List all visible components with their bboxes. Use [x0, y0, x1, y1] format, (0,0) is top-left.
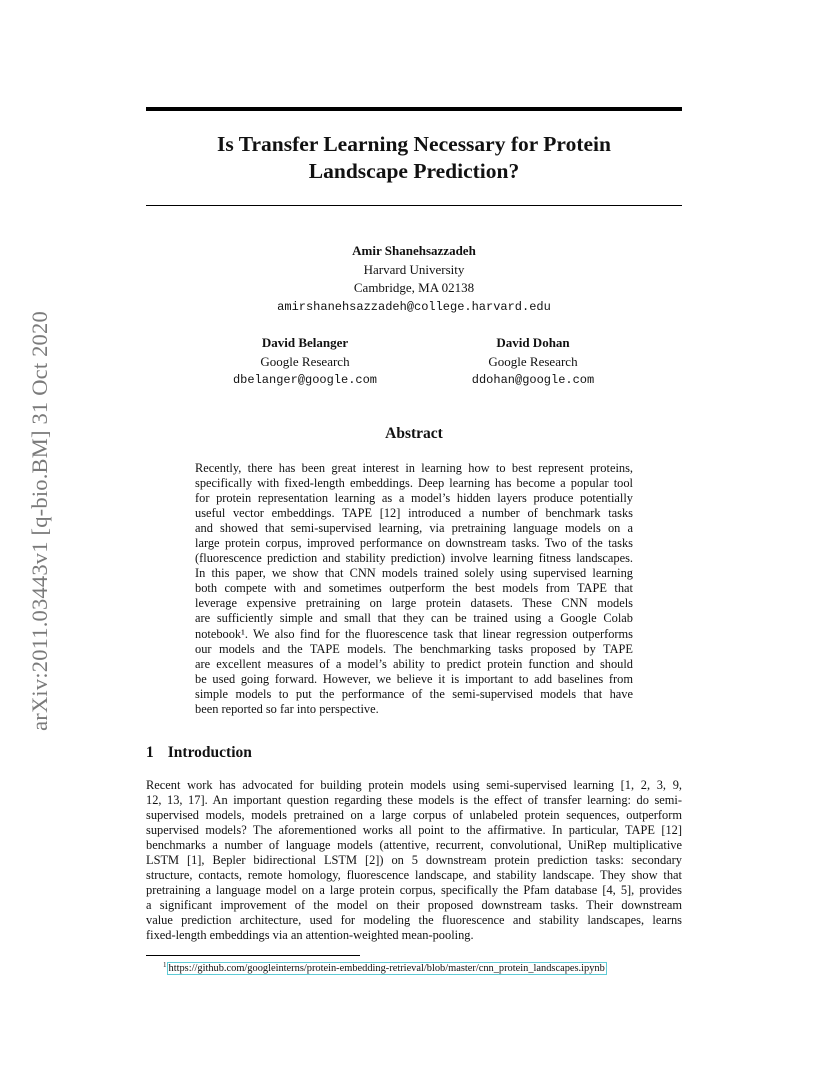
author-affiliation: Google Research: [260, 353, 350, 369]
abstract-line: Recently, there has been great interest in learning how to best represent proteins,: [195, 461, 633, 475]
intro-line: value prediction architecture, used for modeling the fluorescence and stability landscapes, learns: [146, 913, 682, 928]
footnote: [163, 958, 607, 976]
section-title: Introduction: [167, 744, 252, 761]
intro-line: supervised models? The aforementioned works all point to the affirmative. In particular, TAPE [12]: [146, 823, 682, 838]
title-top-rule: [146, 107, 682, 111]
title-line-2: Landscape Prediction?: [308, 159, 520, 183]
title-line-1: Is Transfer Learning Necessary for Protein: [217, 132, 611, 156]
footnote-rule: [146, 955, 360, 956]
intro-line: pretraining a language model on a large protein corpus, specifically the Pfam database [4, 5], provides: [146, 883, 682, 898]
abstract-line: are sufficiently simple and small that they can be trained using a Google Colab: [195, 611, 633, 626]
author-name: David Belanger: [261, 335, 349, 350]
abstract-line: specifically with fixed-length embeddings. Deep learning has become a popular tool: [195, 476, 633, 491]
intro-line: a significant improvement of the model on their proposed downstream tasks. Their downstream: [146, 898, 682, 913]
abstract-line: be used going forward. However, we believe it is important to add baselines from: [195, 671, 633, 686]
abstract-line: leverage expensive pretraining on large protein datasets. These CNN models: [195, 596, 633, 611]
section-heading-introduction: [146, 744, 252, 762]
abstract-line: In this paper, we show that CNN models trained solely using supervised learning: [195, 566, 633, 581]
intro-line: Recent work has advocated for building protein models using semi-supervised learning [1, 2, 3, 9,: [146, 778, 682, 792]
intro-line: fixed-length embeddings via an attention-weighted mean-pooling.: [146, 928, 474, 943]
paper-title: [146, 131, 682, 185]
author-block-1: [214, 242, 614, 316]
intro-line: supervised models, models pretrained on a large corpus of unlabeled protein sequences, outperform: [146, 808, 682, 823]
intro-line: LSTM [1], Bepler bidirectional LSTM [2]) on 5 downstream protein prediction tasks: secondary: [146, 853, 682, 868]
abstract-line: been reported so far into perspective.: [195, 701, 379, 716]
author-block-2: [205, 334, 405, 390]
abstract-line: large protein corpus, improved performance on downstream tasks. Two of the tasks: [195, 536, 633, 551]
abstract-line: useful vector embeddings. TAPE [12] introduced a number of benchmark tasks: [195, 506, 633, 521]
author-email: dbelanger@google.com: [232, 373, 378, 387]
author-block-3: [433, 334, 633, 390]
footnote-marker: 1: [163, 961, 167, 969]
author-email: amirshanehsazzadeh@college.harvard.edu: [277, 299, 551, 314]
arxiv-identifier: arXiv:2011.03443v1 [q-bio.BM] 31 Oct 2020: [27, 311, 52, 731]
author-location: Cambridge, MA 02138: [353, 280, 475, 295]
abstract-body: [195, 461, 633, 717]
intro-line: benchmarks a number of language models (attentive, recurrent, convolutional, UniRep multiplicative: [146, 838, 682, 853]
footnote-link[interactable]: https://github.com/googleinterns/protein-embedding-retrieval/blob/master/cnn_protein_landscapes.ipynb: [168, 963, 605, 975]
author-name: David Dohan: [496, 335, 570, 350]
author-email: ddohan@google.com: [471, 373, 595, 387]
author-affiliation: Google Research: [488, 353, 578, 369]
abstract-line: and showed that semi-supervised learning, via pretraining language models on a: [195, 521, 633, 536]
author-affiliation: Harvard University: [363, 261, 465, 277]
abstract-heading: Abstract: [385, 425, 443, 442]
intro-line: 12, 13, 17]. An important question regarding these models is the effect of transfer learning: do semi-: [146, 793, 682, 808]
introduction-body: [146, 778, 682, 944]
abstract-line: simple models to put the performance of the semi-supervised models that have: [195, 686, 633, 701]
abstract-line: both compete with and sometimes outperform the best models from TAPE that: [195, 581, 633, 596]
section-number: 1: [146, 744, 154, 761]
author-name: Amir Shanehsazzadeh: [352, 243, 476, 258]
abstract-line: notebook¹. We also find for the fluorescence task that linear regression outperforms: [195, 626, 633, 641]
abstract-line: for protein representation learning as a model’s hidden layers produce potentially: [195, 491, 633, 506]
abstract-line: are excellent measures of a model’s ability to predict protein function and should: [195, 656, 633, 671]
abstract-line: (fluorescence prediction and stability prediction) involve learning fitness landscapes.: [195, 551, 633, 566]
intro-line: structure, contacts, remote homology, fluorescence landscape, and stability landscape. They show that: [146, 868, 682, 883]
title-bottom-rule: [146, 205, 682, 206]
abstract-line: our models and the TAPE models. The benchmarking tasks proposed by TAPE: [195, 641, 633, 656]
